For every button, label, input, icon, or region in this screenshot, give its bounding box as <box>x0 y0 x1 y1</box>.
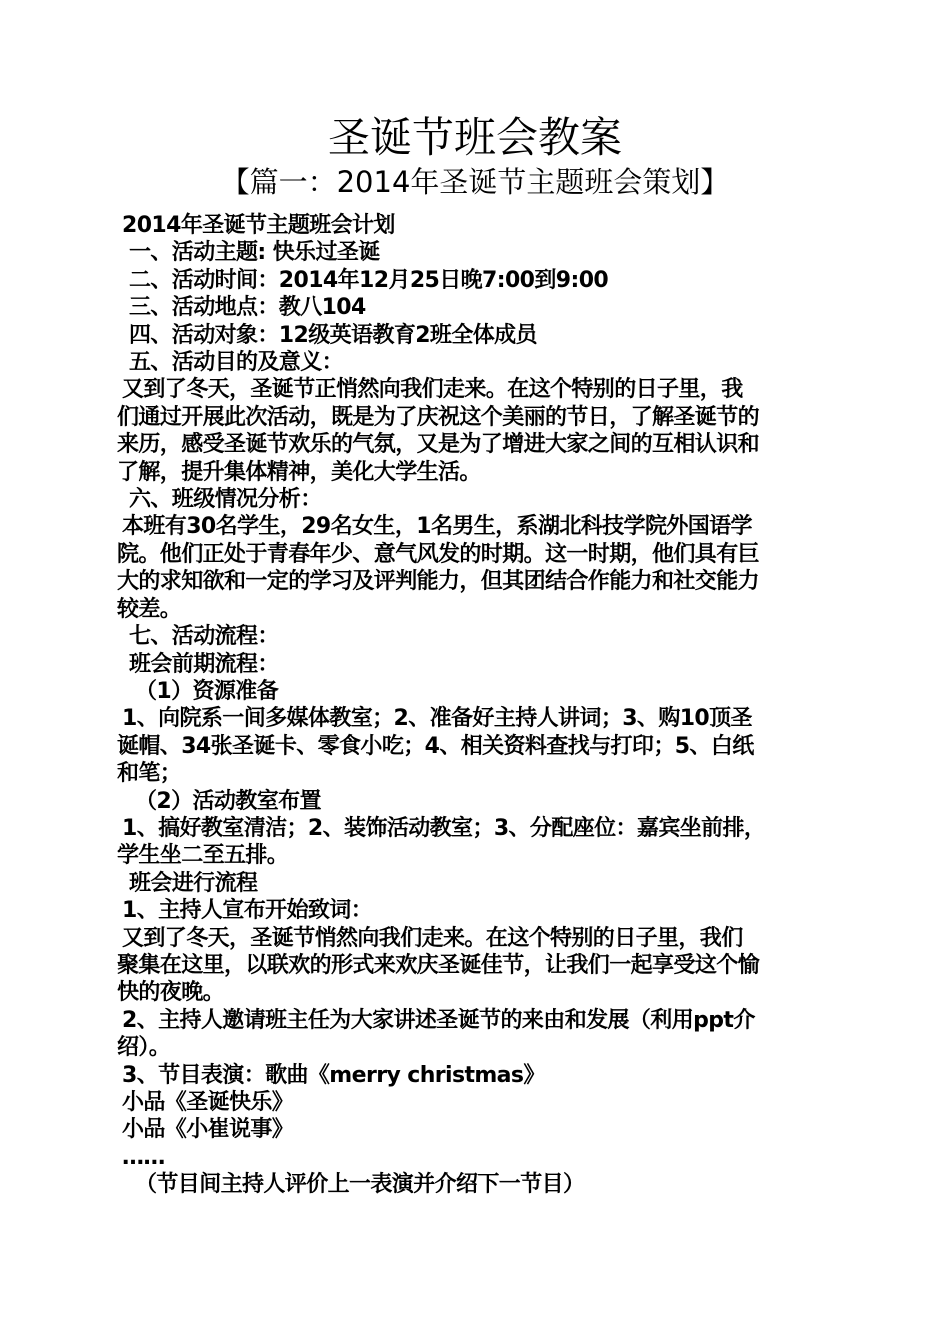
paragraph-line: 诞帽、34张圣诞卡、零食小吃；4、相关资料查找与打印；5、白纸 <box>117 733 754 759</box>
paragraph-line: 小品《圣诞快乐》 <box>122 1090 294 1115</box>
paragraph-line: 和笔； <box>117 761 182 787</box>
paragraph-line: 聚集在这里，以联欢的形式来欢庆圣诞佳节，让我们一起享受这个愉 <box>117 952 760 978</box>
section-class-analysis: 六、班级情况分析： <box>129 487 322 513</box>
paragraph-line: 较差。 <box>117 596 182 622</box>
paragraph-line: 们通过开展此次活动，既是为了庆祝这个美丽的节日，了解圣诞节的 <box>117 404 760 430</box>
subsection-pre-process: 班会前期流程： <box>129 651 279 677</box>
paragraph-line: 又到了冬天，圣诞节悄然向我们走来。在这个特别的日子里，我们 <box>122 925 743 951</box>
plan-heading: 2014年圣诞节主题班会计划 <box>122 213 395 238</box>
paragraph-line: 本班有30名学生，29名女生，1名男生，系湖北科技学院外国语学 <box>122 514 752 540</box>
paragraph-line: 小品《小崔说事》 <box>122 1117 294 1143</box>
section-time: 二、活动时间：2014年12月25日晚7:00到9:00 <box>129 267 609 293</box>
subsection-room-setup: （2）活动教室布置 <box>135 788 321 814</box>
subsection-meeting-process: 班会进行流程 <box>129 870 258 896</box>
paragraph-line: 1、主持人宣布开始致词： <box>122 898 373 924</box>
ellipsis-line: …… <box>122 1144 165 1170</box>
doc-subtitle: 【篇一：2014年圣诞节主题班会策划】 <box>220 165 730 199</box>
subsection-resources: （1）资源准备 <box>135 678 279 704</box>
paragraph-line: （节目间主持人评价上一表演并介绍下一节目） <box>135 1172 585 1198</box>
paragraph-line: 大的求知欲和一定的学习及评判能力，但其团结合作能力和社交能力 <box>117 569 760 595</box>
doc-body <box>117 212 837 1199</box>
paragraph-line: 1、向院系一间多媒体教室；2、准备好主持人讲词；3、购10顶圣 <box>122 706 752 732</box>
section-audience: 四、活动对象：12级英语教育2班全体成员 <box>129 322 537 348</box>
paragraph-line: 了解，提升集体精神，美化大学生活。 <box>117 459 481 485</box>
paragraph-line: 来历，感受圣诞节欢乐的气氛，又是为了增进大家之间的互相认识和 <box>117 432 760 458</box>
section-purpose: 五、活动目的及意义： <box>129 350 344 376</box>
paragraph-line: 2、主持人邀请班主任为大家讲述圣诞节的来由和发展（利用ppt介 <box>122 1007 755 1033</box>
section-theme: 一、活动主题: 快乐过圣诞 <box>129 240 380 266</box>
section-place: 三、活动地点：教八104 <box>129 295 366 321</box>
paragraph-line: 1、搞好教室清洁；2、装饰活动教室；3、分配座位：嘉宾坐前排， <box>122 815 766 841</box>
paragraph-line: 学生坐二至五排。 <box>117 843 289 869</box>
paragraph-line: 3、节目表演：歌曲《merry christmas》 <box>122 1062 545 1088</box>
paragraph-line: 又到了冬天，圣诞节正悄然向我们走来。在这个特别的日子里，我 <box>122 377 743 403</box>
paragraph-line: 快的夜晚。 <box>117 980 225 1006</box>
section-process: 七、活动流程： <box>129 624 279 650</box>
paragraph-line: 绍）。 <box>117 1035 171 1061</box>
paragraph-line: 院。他们正处于青春年少、意气风发的时期。这一时期，他们具有巨 <box>117 541 760 567</box>
doc-title: 圣诞节班会教案 <box>327 113 622 162</box>
